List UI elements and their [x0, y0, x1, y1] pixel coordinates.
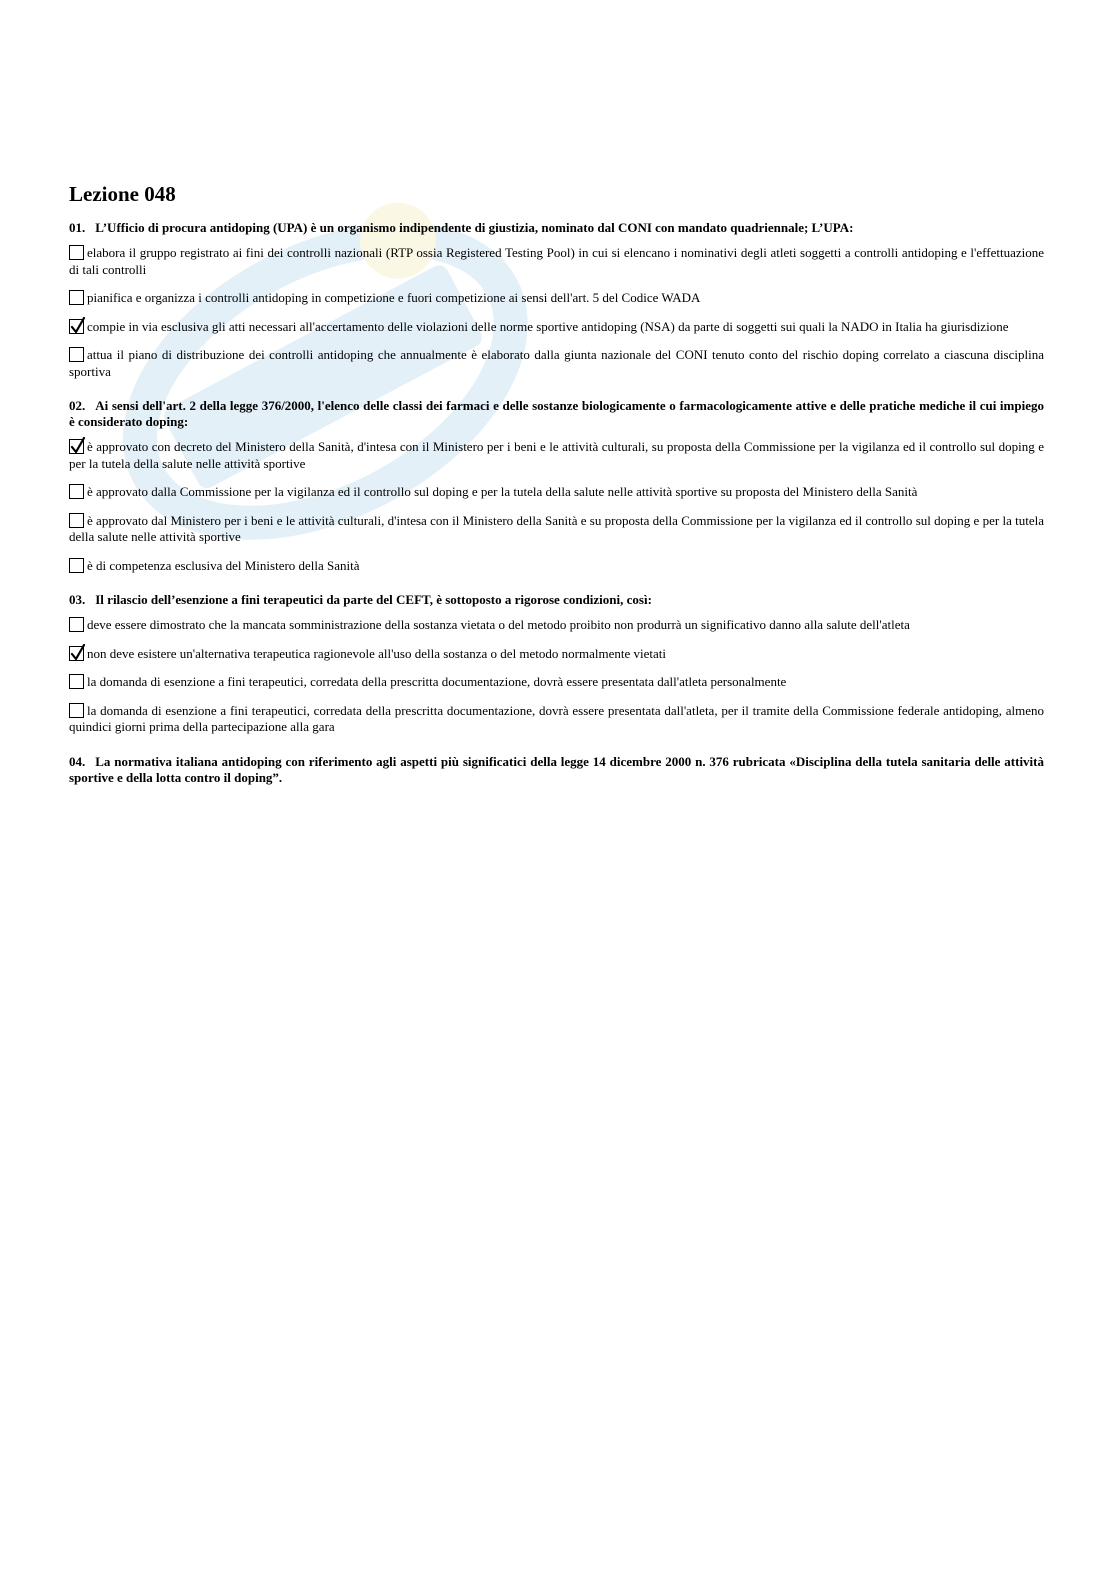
- answer-text: compie in via esclusiva gli atti necessari all'accertamento delle violazioni delle norme sportive antidoping (NSA) da parte di soggetti sui quali la NADO in Italia ha giurisdizione: [87, 318, 1009, 334]
- question-text: [69, 398, 1044, 430]
- checkbox[interactable]: [69, 617, 84, 632]
- answer-text: è di competenza esclusiva del Ministero della Sanità: [87, 557, 360, 573]
- answer-option[interactable]: [69, 347, 1044, 380]
- answer-option[interactable]: [69, 484, 1044, 501]
- answer-text: la domanda di esenzione a fini terapeutici, corredata della prescritta documentazione, dovrà essere presentata dall'atleta personalmente: [87, 674, 787, 689]
- question-number: 02.: [69, 398, 86, 413]
- answer-text: elabora il gruppo registrato ai fini dei controlli nazionali (RTP ossia Registered Testing Pool) in cui si elencano i nominativi degli atleti soggetti a controlli antidoping e l'effettuazione di tali controlli: [69, 245, 1044, 277]
- question-prompt: L’Ufficio di procura antidoping (UPA) è un organismo indipendente di giustizia, nominato dal CONI con mandato quadriennale; L’UPA:: [95, 220, 854, 235]
- answer-option[interactable]: [69, 319, 1044, 336]
- question-block: [69, 398, 1044, 574]
- question-text: [69, 220, 1044, 236]
- answer-text: è approvato con decreto del Ministero della Sanità, d'intesa con il Ministero per i beni e le attività culturali, su proposta della Commissione per la vigilanza ed il controllo sul doping e per la tutela della salute nelle attività sportive: [69, 439, 1044, 471]
- answer-text: attua il piano di distribuzione dei controlli antidoping che annualmente è elaborato dalla giunta nazionale del CONI tenuto conto del rischio doping correlato a ciascuna disciplina sportiva: [69, 347, 1044, 379]
- checkbox[interactable]: [69, 484, 84, 499]
- question-number: 03.: [69, 592, 86, 607]
- question-prompt: Ai sensi dell'art. 2 della legge 376/2000, l'elenco delle classi dei farmaci e delle sostanze biologicamente o farmacologicamente attive e delle pratiche mediche il cui impiego è considerato doping:: [69, 398, 1044, 429]
- answer-option[interactable]: [69, 439, 1044, 472]
- checkbox[interactable]: [69, 674, 84, 689]
- question-number: 04.: [69, 753, 86, 769]
- checkmark-icon: [70, 317, 86, 335]
- checkbox[interactable]: [69, 290, 84, 305]
- answer-text: deve essere dimostrato che la mancata somministrazione della sostanza vietata o del metodo proibito non produrrà un significativo danno alla salute dell'atleta: [87, 617, 910, 632]
- question-list: [69, 220, 1044, 786]
- question-prompt: La normativa italiana antidoping con riferimento agli aspetti più significatici della legge 14 dicembre 2000 n. 376 rubricata «Disciplina della tutela sanitaria delle attività sportive e della lotta contro il doping”.: [69, 753, 1044, 785]
- checkbox-checked[interactable]: [69, 439, 84, 454]
- checkbox-checked[interactable]: [69, 646, 84, 661]
- checkbox[interactable]: [69, 703, 84, 718]
- document-page: [69, 181, 1044, 795]
- question-block: [69, 754, 1044, 786]
- answer-text: pianifica e organizza i controlli antidoping in competizione e fuori competizione ai sensi dell'art. 5 del Codice WADA: [87, 290, 701, 305]
- answer-option[interactable]: [69, 646, 1044, 663]
- checkbox[interactable]: [69, 347, 84, 362]
- question-text: [69, 754, 1044, 786]
- checkmark-icon: [70, 437, 86, 455]
- answer-option[interactable]: [69, 703, 1044, 736]
- answer-text: non deve esistere un'alternativa terapeutica ragionevole all'uso della sostanza o del metodo normalmente vietati: [87, 645, 666, 661]
- question-block: [69, 592, 1044, 736]
- checkbox[interactable]: [69, 513, 84, 528]
- answer-text: la domanda di esenzione a fini terapeutici, corredata della prescritta documentazione, dovrà essere presentata dall'atleta, per il tramite della Commissione federale antidoping, almeno quindici giorni prima della partecipazione alla gara: [69, 702, 1044, 734]
- answer-option[interactable]: [69, 617, 1044, 634]
- checkbox[interactable]: [69, 245, 84, 260]
- answer-option[interactable]: [69, 290, 1044, 307]
- answer-text: è approvato dalla Commissione per la vigilanza ed il controllo sul doping e per la tutela della salute nelle attività sportive su proposta del Ministero della Sanità: [87, 484, 918, 499]
- checkmark-icon: [70, 644, 86, 662]
- answer-option[interactable]: [69, 674, 1044, 691]
- question-block: [69, 220, 1044, 380]
- question-number: 01.: [69, 220, 86, 235]
- checkbox[interactable]: [69, 558, 84, 573]
- answer-text: è approvato dal Ministero per i beni e le attività culturali, d'intesa con il Ministero della Sanità e su proposta della Commissione per la vigilanza ed il controllo sul doping e per la tutela della salute nelle attività sportive: [69, 512, 1044, 544]
- lesson-title: Lezione 048: [69, 182, 176, 206]
- answer-option[interactable]: [69, 558, 1044, 575]
- question-prompt: Il rilascio dell’esenzione a fini terapeutici da parte del CEFT, è sottoposto a rigorose condizioni, così:: [95, 592, 652, 607]
- question-text: [69, 592, 1044, 608]
- checkbox-checked[interactable]: [69, 319, 84, 334]
- answer-option[interactable]: [69, 513, 1044, 546]
- answer-option[interactable]: [69, 245, 1044, 278]
